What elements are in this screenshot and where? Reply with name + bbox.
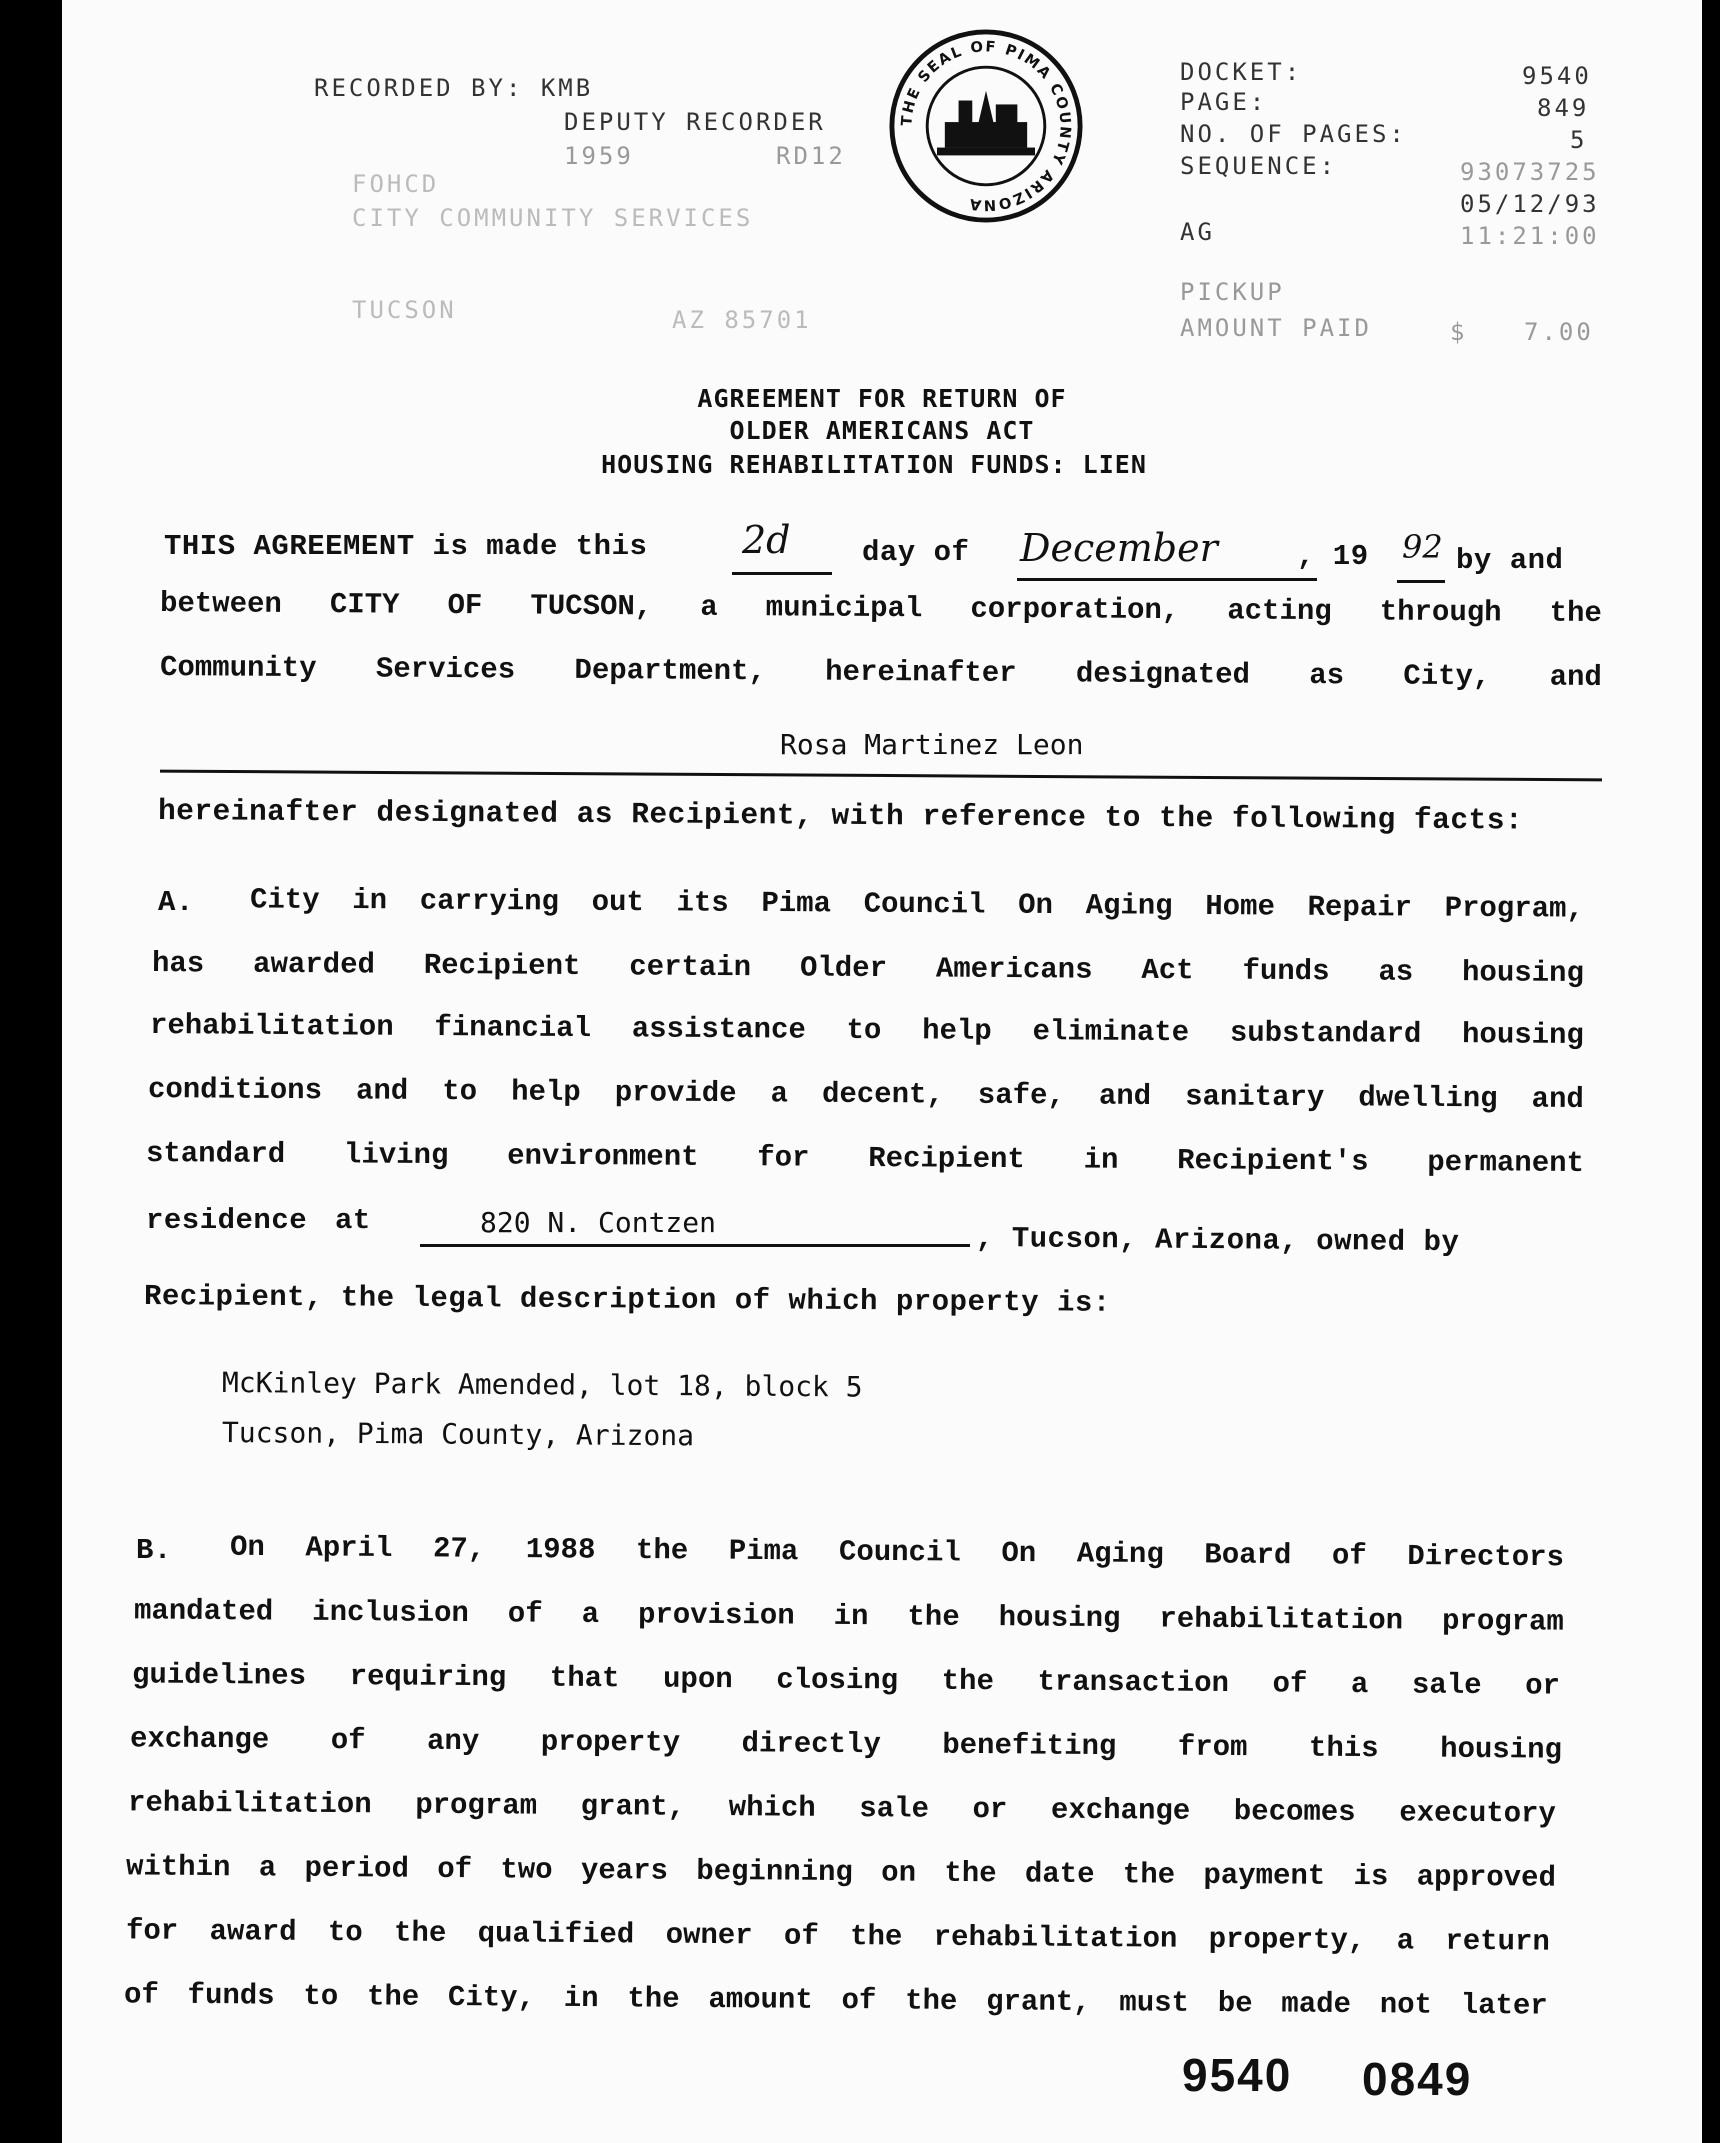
- word: closing: [776, 1663, 899, 1698]
- word: Community: [159, 650, 317, 686]
- word: Recipient: [423, 948, 581, 983]
- word: payment: [1203, 1858, 1326, 1893]
- word: On: [1001, 1536, 1037, 1571]
- word: not: [1379, 1988, 1433, 2022]
- word: living: [343, 1138, 449, 1173]
- faint-zip: AZ 85701: [672, 306, 812, 334]
- word: period: [304, 1851, 410, 1886]
- word: the: [907, 1600, 960, 1634]
- para-b-line-5: [128, 1786, 1556, 1830]
- word: in: [833, 1599, 869, 1634]
- amount-value: 7.00: [1524, 318, 1594, 346]
- word: for: [125, 1914, 179, 1948]
- word: of: [1272, 1667, 1308, 1701]
- word: grant,: [986, 1985, 1091, 2019]
- word: Repair: [1307, 890, 1413, 925]
- word: the: [1549, 596, 1602, 631]
- word: on: [881, 1856, 917, 1890]
- word: from: [1177, 1730, 1248, 1765]
- word: standard: [145, 1136, 286, 1171]
- word: within: [125, 1850, 231, 1885]
- word: or: [1525, 1669, 1561, 1703]
- para-a-marker: A.: [158, 886, 194, 919]
- word: Services: [375, 652, 516, 687]
- word: safe,: [977, 1078, 1065, 1113]
- word: to: [442, 1075, 478, 1109]
- pages-value: 5: [1570, 126, 1588, 154]
- word: rehabilitation: [149, 1008, 394, 1044]
- word: and: [1531, 1082, 1584, 1117]
- word: On: [1018, 888, 1054, 922]
- word: acting: [1227, 594, 1332, 629]
- word: the: [944, 1856, 997, 1891]
- word: provide: [614, 1076, 737, 1111]
- word: Pima: [728, 1534, 799, 1569]
- county-seal-icon: [888, 28, 1084, 224]
- word: funds: [1242, 954, 1330, 989]
- word: in: [1083, 1143, 1119, 1177]
- word: two: [500, 1853, 553, 1887]
- record-date: 05/12/93: [1460, 190, 1600, 218]
- word: dwelling: [1358, 1081, 1498, 1116]
- word: Americans: [935, 952, 1093, 987]
- docket-value: 9540: [1522, 62, 1592, 90]
- word: be: [1217, 1986, 1253, 2021]
- para-b-marker: B.: [136, 1534, 172, 1567]
- word: Department,: [574, 653, 767, 689]
- word: the: [905, 1984, 958, 2018]
- word: through: [1379, 595, 1502, 630]
- word: the: [850, 1920, 903, 1954]
- word: property: [540, 1725, 681, 1760]
- para-a-line-6-b: , Tucson, Arizona, owned by: [975, 1222, 1460, 1260]
- title-line-2: OLDER AMERICANS ACT: [729, 416, 1035, 445]
- word: transaction: [1037, 1665, 1230, 1701]
- word: this: [1308, 1731, 1379, 1766]
- word: the: [1122, 1858, 1176, 1892]
- word: TUCSON,: [530, 589, 653, 624]
- word: CITY: [329, 588, 400, 622]
- word: has: [151, 947, 205, 981]
- word: City: [249, 883, 320, 917]
- word: must: [1119, 1986, 1190, 2020]
- pages-label: NO. OF PAGES:: [1180, 120, 1407, 148]
- record-time: 11:21:00: [1460, 222, 1600, 250]
- para-a-line-6-a: residence at: [146, 1204, 371, 1237]
- page-value: 849: [1537, 94, 1590, 122]
- word: financial: [434, 1010, 592, 1046]
- word: the: [941, 1664, 995, 1699]
- word: Older: [799, 951, 888, 986]
- word: the: [366, 1980, 420, 2014]
- word: OF: [447, 588, 483, 623]
- para-b-line-4: [130, 1722, 1562, 1766]
- word: of: [330, 1723, 366, 1758]
- document-page: [62, 0, 1702, 2143]
- word: as: [1309, 658, 1345, 693]
- word: out: [591, 885, 644, 920]
- word: substandard: [1229, 1016, 1422, 1051]
- word: amount: [708, 1982, 813, 2017]
- word: housing: [998, 1601, 1121, 1636]
- intro-line-1-c: , 19: [1297, 540, 1369, 573]
- word: carrying: [419, 884, 560, 919]
- word: award: [209, 1915, 297, 1949]
- word: which: [728, 1791, 816, 1825]
- deputy-recorder: DEPUTY RECORDER: [564, 108, 826, 136]
- intro-line-2: [160, 587, 1602, 630]
- word: a: [581, 1597, 600, 1632]
- word: guidelines: [131, 1658, 307, 1693]
- word: beginning: [696, 1854, 854, 1890]
- word: corporation,: [970, 592, 1180, 628]
- handwritten-day: 2d: [742, 518, 791, 562]
- word: eliminate: [1032, 1015, 1190, 1050]
- word: of: [123, 1978, 159, 2012]
- word: the: [393, 1916, 447, 1950]
- word: assistance: [631, 1012, 806, 1047]
- word: or: [972, 1793, 1008, 1827]
- para-b-line-7: [126, 1914, 1550, 1958]
- word: mandated: [133, 1594, 274, 1629]
- word: any: [426, 1724, 480, 1759]
- recorder-id: 1959: [564, 142, 634, 170]
- word: of: [783, 1919, 819, 1953]
- word: exchange: [129, 1722, 270, 1757]
- faint-city: TUCSON: [352, 296, 457, 324]
- intro-line-1-a: THIS AGREEMENT is made this: [164, 530, 648, 563]
- word: Pima: [761, 886, 832, 921]
- word: funds: [187, 1978, 275, 2013]
- word: that: [549, 1661, 620, 1696]
- word: Recipient: [868, 1142, 1026, 1177]
- word: permanent: [1427, 1145, 1585, 1181]
- word: City,: [447, 1980, 536, 2015]
- title-line-1: AGREEMENT FOR RETURN OF: [697, 384, 1067, 413]
- word: a: [770, 1077, 789, 1111]
- word: Directors: [1407, 1540, 1565, 1575]
- word: executory: [1399, 1796, 1557, 1831]
- word: Council: [863, 887, 986, 922]
- word: for: [757, 1141, 810, 1175]
- intro-line-5: hereinafter designated as Recipient, with reference to the following facts:: [157, 794, 1524, 838]
- word: City,: [1403, 659, 1491, 694]
- para-a-line-1: [250, 883, 1584, 925]
- word: designated: [1075, 657, 1251, 692]
- word: years: [580, 1853, 669, 1888]
- word: housing: [1461, 956, 1585, 990]
- word: becomes: [1233, 1795, 1356, 1830]
- sequence-value: 93073725: [1460, 158, 1600, 186]
- word: hereinafter: [825, 655, 1017, 690]
- para-a-line-3: [150, 1009, 1584, 1052]
- word: owner: [665, 1918, 753, 1953]
- word: rehabilitation: [1159, 1602, 1404, 1638]
- word: sale: [859, 1792, 930, 1826]
- word: 27,: [432, 1532, 486, 1566]
- ag-label: AG: [1180, 218, 1215, 246]
- word: provision: [637, 1598, 795, 1633]
- word: return: [1445, 1924, 1550, 1959]
- word: rehabilitation: [933, 1920, 1178, 1956]
- word: On: [229, 1530, 265, 1565]
- word: between: [159, 586, 282, 621]
- word: conditions: [147, 1072, 323, 1108]
- word: directly: [741, 1727, 881, 1762]
- word: of: [841, 1984, 877, 2018]
- word: a: [1396, 1924, 1415, 1958]
- title-line-3: HOUSING REHABILITATION FUNDS: LIEN: [601, 450, 1147, 479]
- bates-docket: 9540: [1182, 2049, 1293, 2101]
- word: Aging: [1085, 889, 1173, 923]
- word: to: [846, 1013, 882, 1048]
- word: as: [1378, 955, 1414, 989]
- word: in: [352, 884, 388, 918]
- amount-label: AMOUNT PAID: [1180, 314, 1372, 342]
- seal-text: THE SEAL OF PIMA COUNTY ARIZONA: [898, 38, 1074, 214]
- page-label: PAGE:: [1180, 88, 1268, 116]
- word: a: [700, 590, 718, 624]
- word: grant,: [580, 1789, 686, 1824]
- word: Board: [1204, 1538, 1292, 1573]
- word: upon: [662, 1662, 733, 1697]
- amount-currency: $: [1450, 318, 1468, 346]
- legal-description-1: McKinley Park Amended, lot 18, block 5: [221, 1366, 863, 1404]
- word: housing: [1439, 1732, 1563, 1767]
- word: requiring: [349, 1660, 507, 1695]
- para-a-line-2: [152, 947, 1584, 990]
- handwritten-year: 92: [1402, 528, 1443, 566]
- word: of: [1331, 1539, 1367, 1573]
- para-b-line-2: [134, 1594, 1564, 1638]
- word: help: [922, 1014, 992, 1048]
- word: the: [627, 1982, 680, 2016]
- word: property,: [1208, 1922, 1366, 1958]
- para-a-line-7: Recipient, the legal description of which property is:: [143, 1280, 1111, 1320]
- word: April: [305, 1531, 393, 1566]
- word: Program,: [1444, 891, 1584, 926]
- handwritten-month: December: [1020, 526, 1218, 570]
- recorded-by: RECORDED BY: KMB: [314, 74, 594, 102]
- word: and: [355, 1074, 409, 1108]
- word: Recipient's: [1177, 1144, 1369, 1179]
- word: help: [511, 1075, 581, 1110]
- intro-line-1-d: by and: [1456, 544, 1564, 577]
- word: Home: [1205, 890, 1276, 924]
- word: in: [563, 1981, 599, 2016]
- para-b-line-3: [132, 1658, 1560, 1702]
- intro-line-3: [160, 651, 1602, 694]
- word: rehabilitation: [127, 1786, 372, 1822]
- word: benefiting: [942, 1728, 1117, 1764]
- word: qualified: [477, 1917, 635, 1952]
- sequence-label: SEQUENCE:: [1180, 152, 1338, 180]
- word: later: [1460, 1988, 1548, 2023]
- word: approved: [1416, 1860, 1557, 1895]
- word: of: [437, 1852, 473, 1887]
- word: municipal: [765, 591, 923, 626]
- word: to: [327, 1915, 363, 1950]
- word: its: [676, 886, 729, 920]
- para-b-line-8: [124, 1978, 1548, 2022]
- para-a-line-5: [146, 1137, 1584, 1180]
- word: and: [1098, 1079, 1152, 1113]
- para-b-line-1: [230, 1531, 1564, 1574]
- word: decent,: [821, 1077, 944, 1112]
- word: housing: [1461, 1018, 1585, 1053]
- word: made: [1281, 1987, 1352, 2022]
- docket-label: DOCKET:: [1180, 58, 1303, 86]
- word: program: [1441, 1604, 1565, 1639]
- word: sanitary: [1185, 1080, 1325, 1115]
- pickup-label: PICKUP: [1180, 278, 1285, 306]
- word: Act: [1141, 953, 1194, 988]
- para-b-line-6: [126, 1850, 1556, 1894]
- word: date: [1024, 1857, 1095, 1891]
- legal-description-2: Tucson, Pima County, Arizona: [221, 1416, 695, 1453]
- faint-fohcd: FOHCD: [352, 170, 440, 198]
- word: awarded: [252, 947, 376, 982]
- word: sale: [1411, 1668, 1482, 1702]
- word: inclusion: [312, 1595, 470, 1631]
- word: is: [1353, 1860, 1389, 1894]
- intro-line-1-b: day of: [862, 536, 970, 569]
- para-a-line-4: [148, 1073, 1584, 1116]
- word: program: [415, 1788, 538, 1823]
- word: a: [258, 1851, 277, 1885]
- word: the: [635, 1533, 689, 1568]
- word: certain: [629, 950, 752, 985]
- faint-community-services: CITY COMMUNITY SERVICES: [352, 204, 754, 232]
- recorder-code: RD12: [776, 142, 846, 170]
- word: exchange: [1050, 1793, 1191, 1828]
- word: Aging: [1076, 1537, 1164, 1572]
- word: to: [303, 1979, 339, 2014]
- word: environment: [507, 1139, 699, 1174]
- word: of: [507, 1597, 543, 1631]
- word: a: [1350, 1667, 1369, 1702]
- word: and: [1549, 660, 1603, 695]
- word: Council: [838, 1535, 961, 1570]
- word: 1988: [525, 1533, 596, 1567]
- bates-page: 0849: [1362, 2053, 1473, 2105]
- recipient-name: Rosa Martinez Leon: [780, 728, 1084, 761]
- property-address: 820 N. Contzen: [480, 1206, 717, 1239]
